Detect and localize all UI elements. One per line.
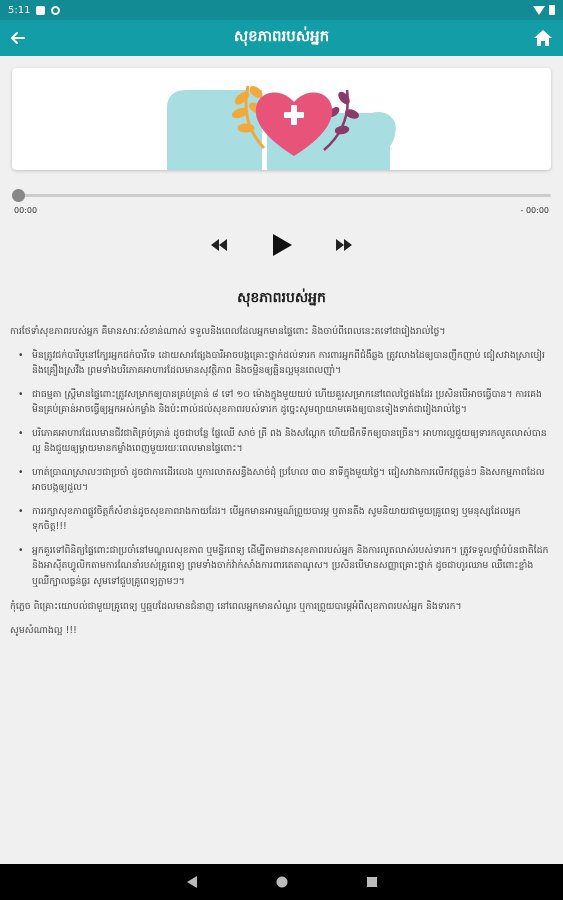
current-time: 00:00 xyxy=(14,206,38,215)
fast-forward-icon xyxy=(336,239,352,251)
nav-home-button[interactable] xyxy=(272,872,292,892)
triangle-back-icon xyxy=(186,876,198,888)
status-time: 5:11 xyxy=(8,4,31,16)
list-item: • បរិភោគអាហារដែលមានជីវជាតិគ្រប់គ្រាន់ ដូចជាបន្លែ ផ្លែឈើ សាច់ ត្រី ពង និងសណ្តែក ហើយផឹកទឹកឲ្យបានច្រើន។ អាហារល្អជួយឲ្យទារកលូតលាស់បានល្អ និងជួយឲ្យម្តាយមានកម្លាំងពេញមួយរយៈពេលមានផ្ទៃពោះ។ xyxy=(24,426,553,457)
player-controls xyxy=(0,228,563,262)
home-button[interactable] xyxy=(531,26,555,50)
fast-forward-button[interactable] xyxy=(330,228,358,262)
square-recents-icon xyxy=(366,876,378,888)
duration-time: - 00:00 xyxy=(520,206,549,215)
system-nav-bar xyxy=(0,864,563,900)
list-item: • ការរក្សាសុខភាពផ្លូវចិត្តក៏សំខាន់ដូចសុខភាពរាងកាយដែរ។ បើអ្នកមានអារម្មណ៍ព្រួយបារម្ភ ឬតានតឹង សូមនិយាយជាមួយគ្រូពេទ្យ ឬមនុស្សដែលអ្នកទុកចិត្ត!!! xyxy=(24,504,553,535)
sim-card-icon xyxy=(36,6,45,15)
home-icon xyxy=(533,29,553,47)
sync-icon xyxy=(51,6,60,15)
battery-icon xyxy=(549,5,555,15)
seek-bar[interactable] xyxy=(12,188,551,208)
health-heart-illustration xyxy=(12,68,551,170)
banner-card xyxy=(12,68,551,170)
list-item: • មិនត្រូវជក់បារីឬនៅក្បែរអ្នកជក់បារីទេ ដោយសារផ្សែងបារីអាចបង្កគ្រោះថ្នាក់ដល់ទារក ការពារអ្នកពីជំងឺឆ្លង ត្រូវលាងដៃឲ្យបានញឹកញាប់ ជៀសវាងស្រាបៀរ និងគ្រឿងស្រវឹង ព្រមទាំងបរិភោគអាហារដែលមានសុវត្ថិភាព និងចម្អិនឲ្យឆ្អិនល្អមុនពេលញ៉ាំ។ xyxy=(24,348,553,379)
list-item: • ហាត់ប្រាណស្រាលៗជាប្រចាំ ដូចជាការដើរលេង ឬការលាតសន្ធឹងសាច់ដុំ ប្រហែល ៣០ នាទីក្នុងមួយថ្ងៃ។ ជៀសវាងការលើកវត្ថុធ្ងន់ៗ និងសកម្មភាពដែលអាចបង្កឲ្យដួល។ xyxy=(24,465,553,496)
article-body xyxy=(10,324,553,646)
article-closing: កុំភ្លេច ពិគ្រោះយោបល់ជាមួយគ្រូពេទ្យ ឬឆ្មបដែលមានជំនាញ នៅពេលអ្នកមានសំណួរ ឬការព្រួយបារម្ភអំពីសុខភាពរបស់អ្នក និងទារក។ xyxy=(10,601,462,612)
article-signoff: សូមសំណាងល្អ !!! xyxy=(10,624,77,636)
article-bullet-list xyxy=(10,348,553,590)
page-title: សុខភាពរបស់អ្នក xyxy=(233,27,330,45)
rewind-button[interactable] xyxy=(205,228,233,262)
back-button[interactable] xyxy=(0,20,36,56)
seek-track xyxy=(12,194,551,197)
nav-back-button[interactable] xyxy=(182,872,202,892)
arrow-left-icon xyxy=(10,30,26,46)
status-bar xyxy=(0,0,563,20)
play-icon xyxy=(271,233,293,257)
play-button[interactable] xyxy=(265,228,299,262)
rewind-icon xyxy=(211,239,227,251)
wifi-icon xyxy=(533,6,545,15)
nav-recents-button[interactable] xyxy=(362,872,382,892)
article-title: សុខភាពរបស់អ្នក xyxy=(237,290,326,306)
content-area xyxy=(0,56,563,864)
seek-thumb[interactable] xyxy=(12,189,25,202)
list-item: • អ្នកគួរទៅពិនិត្យផ្ទៃពោះជាប្រចាំនៅមណ្ឌលសុខភាព ឬមន្ទីរពេទ្យ ដើម្បីតាមដានសុខភាពរបស់អ្នក និងការលូតលាស់របស់ទារក។ ត្រូវទទួលថ្នាំបំប៉នជាតិដែក និងអាស៊ីតហ្វូលិកតាមការណែនាំរបស់គ្រូពេទ្យ ព្រមទាំងចាក់វ៉ាក់សាំងការពារតេតាណូស។ ប្រសិនបើមានសញ្ញាគ្រោះថ្នាក់ ដូចជាហូរឈាម ឈឺពោះខ្លាំង ឬឈឺក្បាលធ្ងន់ធ្ងរ សូមទៅជួបគ្រូពេទ្យភ្លាមៗ។ xyxy=(24,543,553,590)
list-item: • ជាធម្មតា ស្ត្រីមានផ្ទៃពោះត្រូវសម្រាកឲ្យបានគ្រប់គ្រាន់ ៨ ទៅ ១០ ម៉ោងក្នុងមួយយប់ ហើយគួរសម្រាកនៅពេលថ្ងៃផងដែរ ប្រសិនបើអាចធ្វើបាន។ ការគេងមិនគ្រប់គ្រាន់អាចធ្វើឲ្យអ្នកអស់កម្លាំង និងប៉ះពាល់ដល់សុខភាពរបស់ទារក ដូច្នេះសូមព្យាយាមគេងឲ្យបានទៀងទាត់ជារៀងរាល់ថ្ងៃ។ xyxy=(24,387,553,418)
app-bar xyxy=(0,20,563,56)
circle-home-icon xyxy=(276,876,288,888)
article-intro: ការថែទាំសុខភាពរបស់អ្នក គឺមានសារៈសំខាន់ណាស់ ទទួលនិងពេលដែលអ្នកមានផ្ទៃពោះ និងចាប់ពីពេលនេះតទៅជារៀងរាល់ថ្ងៃ។ xyxy=(10,326,446,337)
